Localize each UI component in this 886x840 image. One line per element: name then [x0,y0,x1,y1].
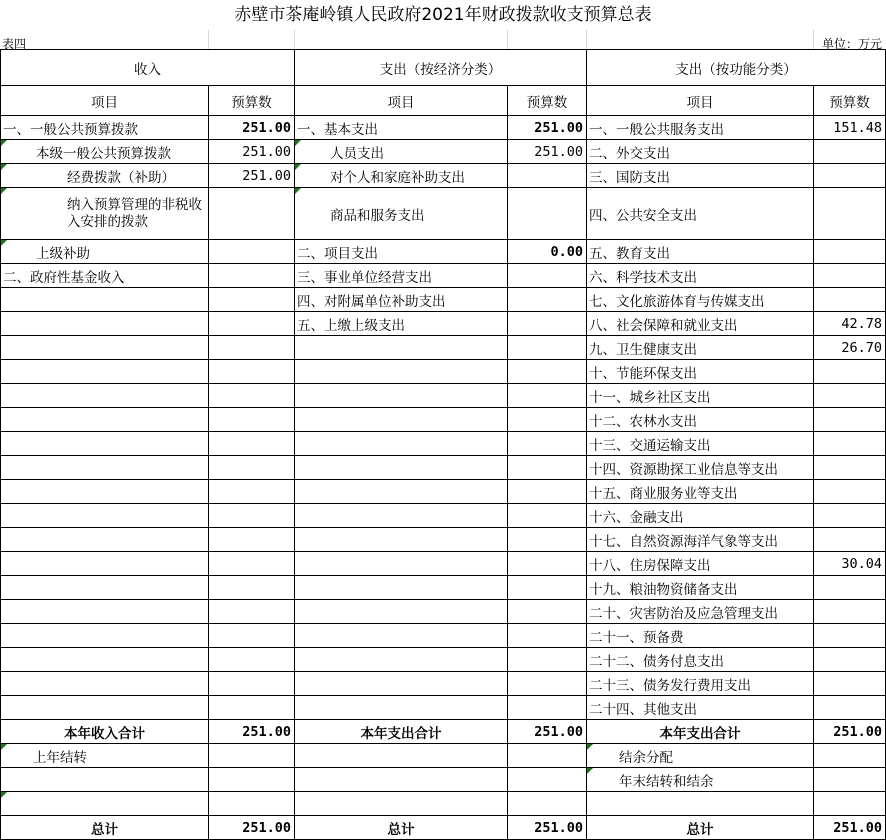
income-total-label: 本年收入合计 [1,720,209,744]
empty-cell [508,792,587,816]
table-row [1,312,886,336]
expense-total-label: 本年支出合计 [295,720,508,744]
func-expense-item: 七、文化旅游体育与传媒支出 [587,288,814,312]
econ-group-header: 支出（按经济分类） [295,50,587,86]
expense-total-func-value: 251.00 [814,720,886,744]
income-item: 纳入预算管理的非税收入安排的拨款 [1,188,209,240]
income-budget [209,456,295,480]
func-expense-budget [814,240,886,264]
func-expense-budget [814,528,886,552]
income-budget [209,288,295,312]
income-item [1,648,209,672]
func-expense-budget [814,576,886,600]
func-expense-item: 二十一、预备费 [587,624,814,648]
table-row [1,552,886,576]
income-item [1,312,209,336]
income-item [1,408,209,432]
income-item: 上级补助 [1,240,209,264]
econ-expense-budget [508,504,587,528]
func-expense-item: 二十三、债务发行费用支出 [587,672,814,696]
func-expense-budget: 42.78 [814,312,886,336]
income-budget [209,384,295,408]
income-item [1,336,209,360]
empty-cell [508,768,587,792]
table-row [1,600,886,624]
func-expense-item: 二、外交支出 [587,140,814,164]
econ-expense-budget [508,336,587,360]
func-expense-item: 十一、城乡社区支出 [587,384,814,408]
empty-cell [209,768,295,792]
econ-expense-budget [508,408,587,432]
income-budget [209,408,295,432]
func-expense-item: 六、科学技术支出 [587,264,814,288]
func-expense-item: 十五、商业服务业等支出 [587,480,814,504]
econ-expense-budget [508,312,587,336]
func-expense-budget [814,624,886,648]
col-header-item: 项目 [587,86,814,116]
econ-expense-budget [508,432,587,456]
econ-expense-item [295,384,508,408]
grand-total-label: 总计 [587,816,814,840]
table-row [1,624,886,648]
econ-expense-item [295,624,508,648]
carry-row [1,744,886,768]
func-expense-budget: 26.70 [814,336,886,360]
func-group-header: 支出（按功能分类） [587,50,886,86]
table-row [1,480,886,504]
func-expense-budget [814,696,886,720]
income-item [1,480,209,504]
econ-expense-item [295,600,508,624]
income-budget [209,480,295,504]
econ-expense-item [295,576,508,600]
income-budget: 251.00 [209,164,295,188]
income-item [1,552,209,576]
econ-expense-item [295,456,508,480]
func-expense-item: 十九、粮油物资储备支出 [587,576,814,600]
empty-cell [1,768,209,792]
econ-expense-item [295,360,508,384]
col-header-budget: 预算数 [508,86,587,116]
econ-expense-budget [508,480,587,504]
table-row [1,164,886,188]
econ-expense-item [295,696,508,720]
table-row [1,384,886,408]
income-budget: 251.00 [209,140,295,164]
econ-expense-budget [508,696,587,720]
column-header-row [1,86,886,116]
empty-cell [1,792,209,816]
econ-expense-item [295,528,508,552]
func-expense-item: 二十二、债务付息支出 [587,648,814,672]
grand-total-row [1,816,886,840]
func-expense-budget [814,408,886,432]
surplus-distribution-label: 结余分配 [587,744,814,768]
econ-expense-item: 人员支出 [295,140,508,164]
empty-cell [295,768,508,792]
func-expense-budget [814,288,886,312]
group-header-row [1,50,886,86]
econ-expense-budget: 0.00 [508,240,587,264]
econ-expense-item [295,432,508,456]
income-item [1,360,209,384]
econ-expense-item [295,552,508,576]
empty-cell [209,792,295,816]
carry-forward-label: 上年结转 [1,744,209,768]
budget-table [0,49,886,840]
func-expense-budget: 30.04 [814,552,886,576]
func-expense-budget [814,456,886,480]
empty-cell [814,744,886,768]
income-item: 本级一般公共预算拨款 [1,140,209,164]
income-item: 二、政府性基金收入 [1,264,209,288]
econ-expense-budget [508,672,587,696]
income-item [1,288,209,312]
func-expense-budget [814,164,886,188]
table-row [1,672,886,696]
func-expense-budget [814,600,886,624]
func-expense-budget: 151.48 [814,116,886,140]
table-row [1,116,886,140]
econ-expense-item [295,336,508,360]
income-budget [209,528,295,552]
func-expense-budget [814,432,886,456]
func-expense-item: 五、教育支出 [587,240,814,264]
col-header-item: 项目 [295,86,508,116]
econ-expense-budget [508,360,587,384]
sheet-title: 赤壁市茶庵岭镇人民政府2021年财政拨款收支预算总表 [234,5,652,25]
func-expense-budget [814,140,886,164]
func-expense-item: 十六、金融支出 [587,504,814,528]
income-item [1,456,209,480]
econ-expense-item [295,672,508,696]
income-budget [209,188,295,240]
income-budget [209,264,295,288]
econ-expense-budget [508,188,587,240]
econ-expense-item [295,504,508,528]
table-row [1,240,886,264]
table-row [1,264,886,288]
econ-expense-item [295,480,508,504]
econ-expense-budget [508,576,587,600]
income-budget [209,552,295,576]
econ-expense-budget [508,552,587,576]
func-expense-item: 二十、灾害防治及应急管理支出 [587,600,814,624]
econ-expense-budget [508,384,587,408]
table-row [1,288,886,312]
empty-cell [295,744,508,768]
table-row [1,696,886,720]
func-expense-budget [814,648,886,672]
func-expense-item: 十二、农林水支出 [587,408,814,432]
econ-expense-item: 二、项目支出 [295,240,508,264]
table-row [1,504,886,528]
func-expense-budget [814,504,886,528]
year-total-row [1,720,886,744]
table-row [1,360,886,384]
func-expense-item: 十三、交通运输支出 [587,432,814,456]
table-row [1,528,886,552]
econ-expense-budget: 251.00 [508,116,587,140]
grand-total-econ: 251.00 [508,816,587,840]
table-row [1,408,886,432]
econ-expense-item: 一、基本支出 [295,116,508,140]
econ-expense-budget [508,624,587,648]
table-row [1,140,886,164]
func-expense-item: 一、一般公共服务支出 [587,116,814,140]
table-row [1,456,886,480]
income-budget [209,624,295,648]
income-budget [209,432,295,456]
func-expense-item: 十四、资源勘探工业信息等支出 [587,456,814,480]
income-item [1,672,209,696]
func-expense-item: 十八、住房保障支出 [587,552,814,576]
info-row [0,30,886,50]
col-header-item: 项目 [1,86,209,116]
func-expense-item: 九、卫生健康支出 [587,336,814,360]
col-header-budget: 预算数 [209,86,295,116]
func-expense-budget [814,384,886,408]
table-number: 表四 [2,37,27,51]
func-expense-item: 四、公共安全支出 [587,188,814,240]
income-item: 经费拨款（补助） [1,164,209,188]
income-budget [209,648,295,672]
income-item [1,696,209,720]
econ-expense-item: 商品和服务支出 [295,188,508,240]
income-budget [209,672,295,696]
func-expense-item: 二十四、其他支出 [587,696,814,720]
income-item [1,432,209,456]
econ-expense-item: 对个人和家庭补助支出 [295,164,508,188]
income-budget [209,336,295,360]
table-row [1,648,886,672]
income-budget [209,240,295,264]
empty-cell [587,792,814,816]
econ-expense-item: 五、上缴上级支出 [295,312,508,336]
income-item [1,504,209,528]
grand-total-label: 总计 [1,816,209,840]
income-budget: 251.00 [209,116,295,140]
func-expense-budget [814,672,886,696]
unit-label: 单位：万元 [821,37,882,51]
income-item [1,384,209,408]
income-item [1,600,209,624]
table-row [1,188,886,240]
income-budget [209,504,295,528]
income-total-value: 251.00 [209,720,295,744]
grand-total-income: 251.00 [209,816,295,840]
func-expense-item: 三、国防支出 [587,164,814,188]
table-row [1,576,886,600]
empty-cell [295,792,508,816]
grand-total-label: 总计 [295,816,508,840]
income-item: 一、一般公共预算拨款 [1,116,209,140]
func-expense-budget [814,264,886,288]
income-budget [209,312,295,336]
econ-expense-item: 三、事业单位经营支出 [295,264,508,288]
income-item [1,528,209,552]
income-budget [209,360,295,384]
func-expense-budget [814,480,886,504]
econ-expense-budget: 251.00 [508,140,587,164]
econ-expense-budget [508,264,587,288]
year-end-balance-label: 年末结转和结余 [587,768,814,792]
table-row [1,336,886,360]
table-row [1,432,886,456]
empty-cell [814,792,886,816]
grand-total-func: 251.00 [814,816,886,840]
econ-expense-item [295,408,508,432]
income-group-header: 收入 [1,50,295,86]
expense-total-label: 本年支出合计 [587,720,814,744]
econ-expense-budget [508,528,587,552]
empty-cell [814,768,886,792]
income-item [1,576,209,600]
blank-row [1,792,886,816]
expense-total-econ-value: 251.00 [508,720,587,744]
income-budget [209,600,295,624]
income-budget [209,576,295,600]
econ-expense-item: 四、对附属单位补助支出 [295,288,508,312]
econ-expense-budget [508,288,587,312]
econ-expense-budget [508,648,587,672]
func-expense-item: 八、社会保障和就业支出 [587,312,814,336]
col-header-budget: 预算数 [814,86,886,116]
func-expense-budget [814,360,886,384]
econ-expense-budget [508,600,587,624]
empty-cell [209,744,295,768]
income-budget [209,696,295,720]
func-expense-item: 十七、自然资源海洋气象等支出 [587,528,814,552]
income-item [1,624,209,648]
econ-expense-item [295,648,508,672]
empty-cell [508,744,587,768]
econ-expense-budget [508,164,587,188]
func-expense-item: 十、节能环保支出 [587,360,814,384]
func-expense-budget [814,188,886,240]
econ-expense-budget [508,456,587,480]
year-end-row [1,768,886,792]
